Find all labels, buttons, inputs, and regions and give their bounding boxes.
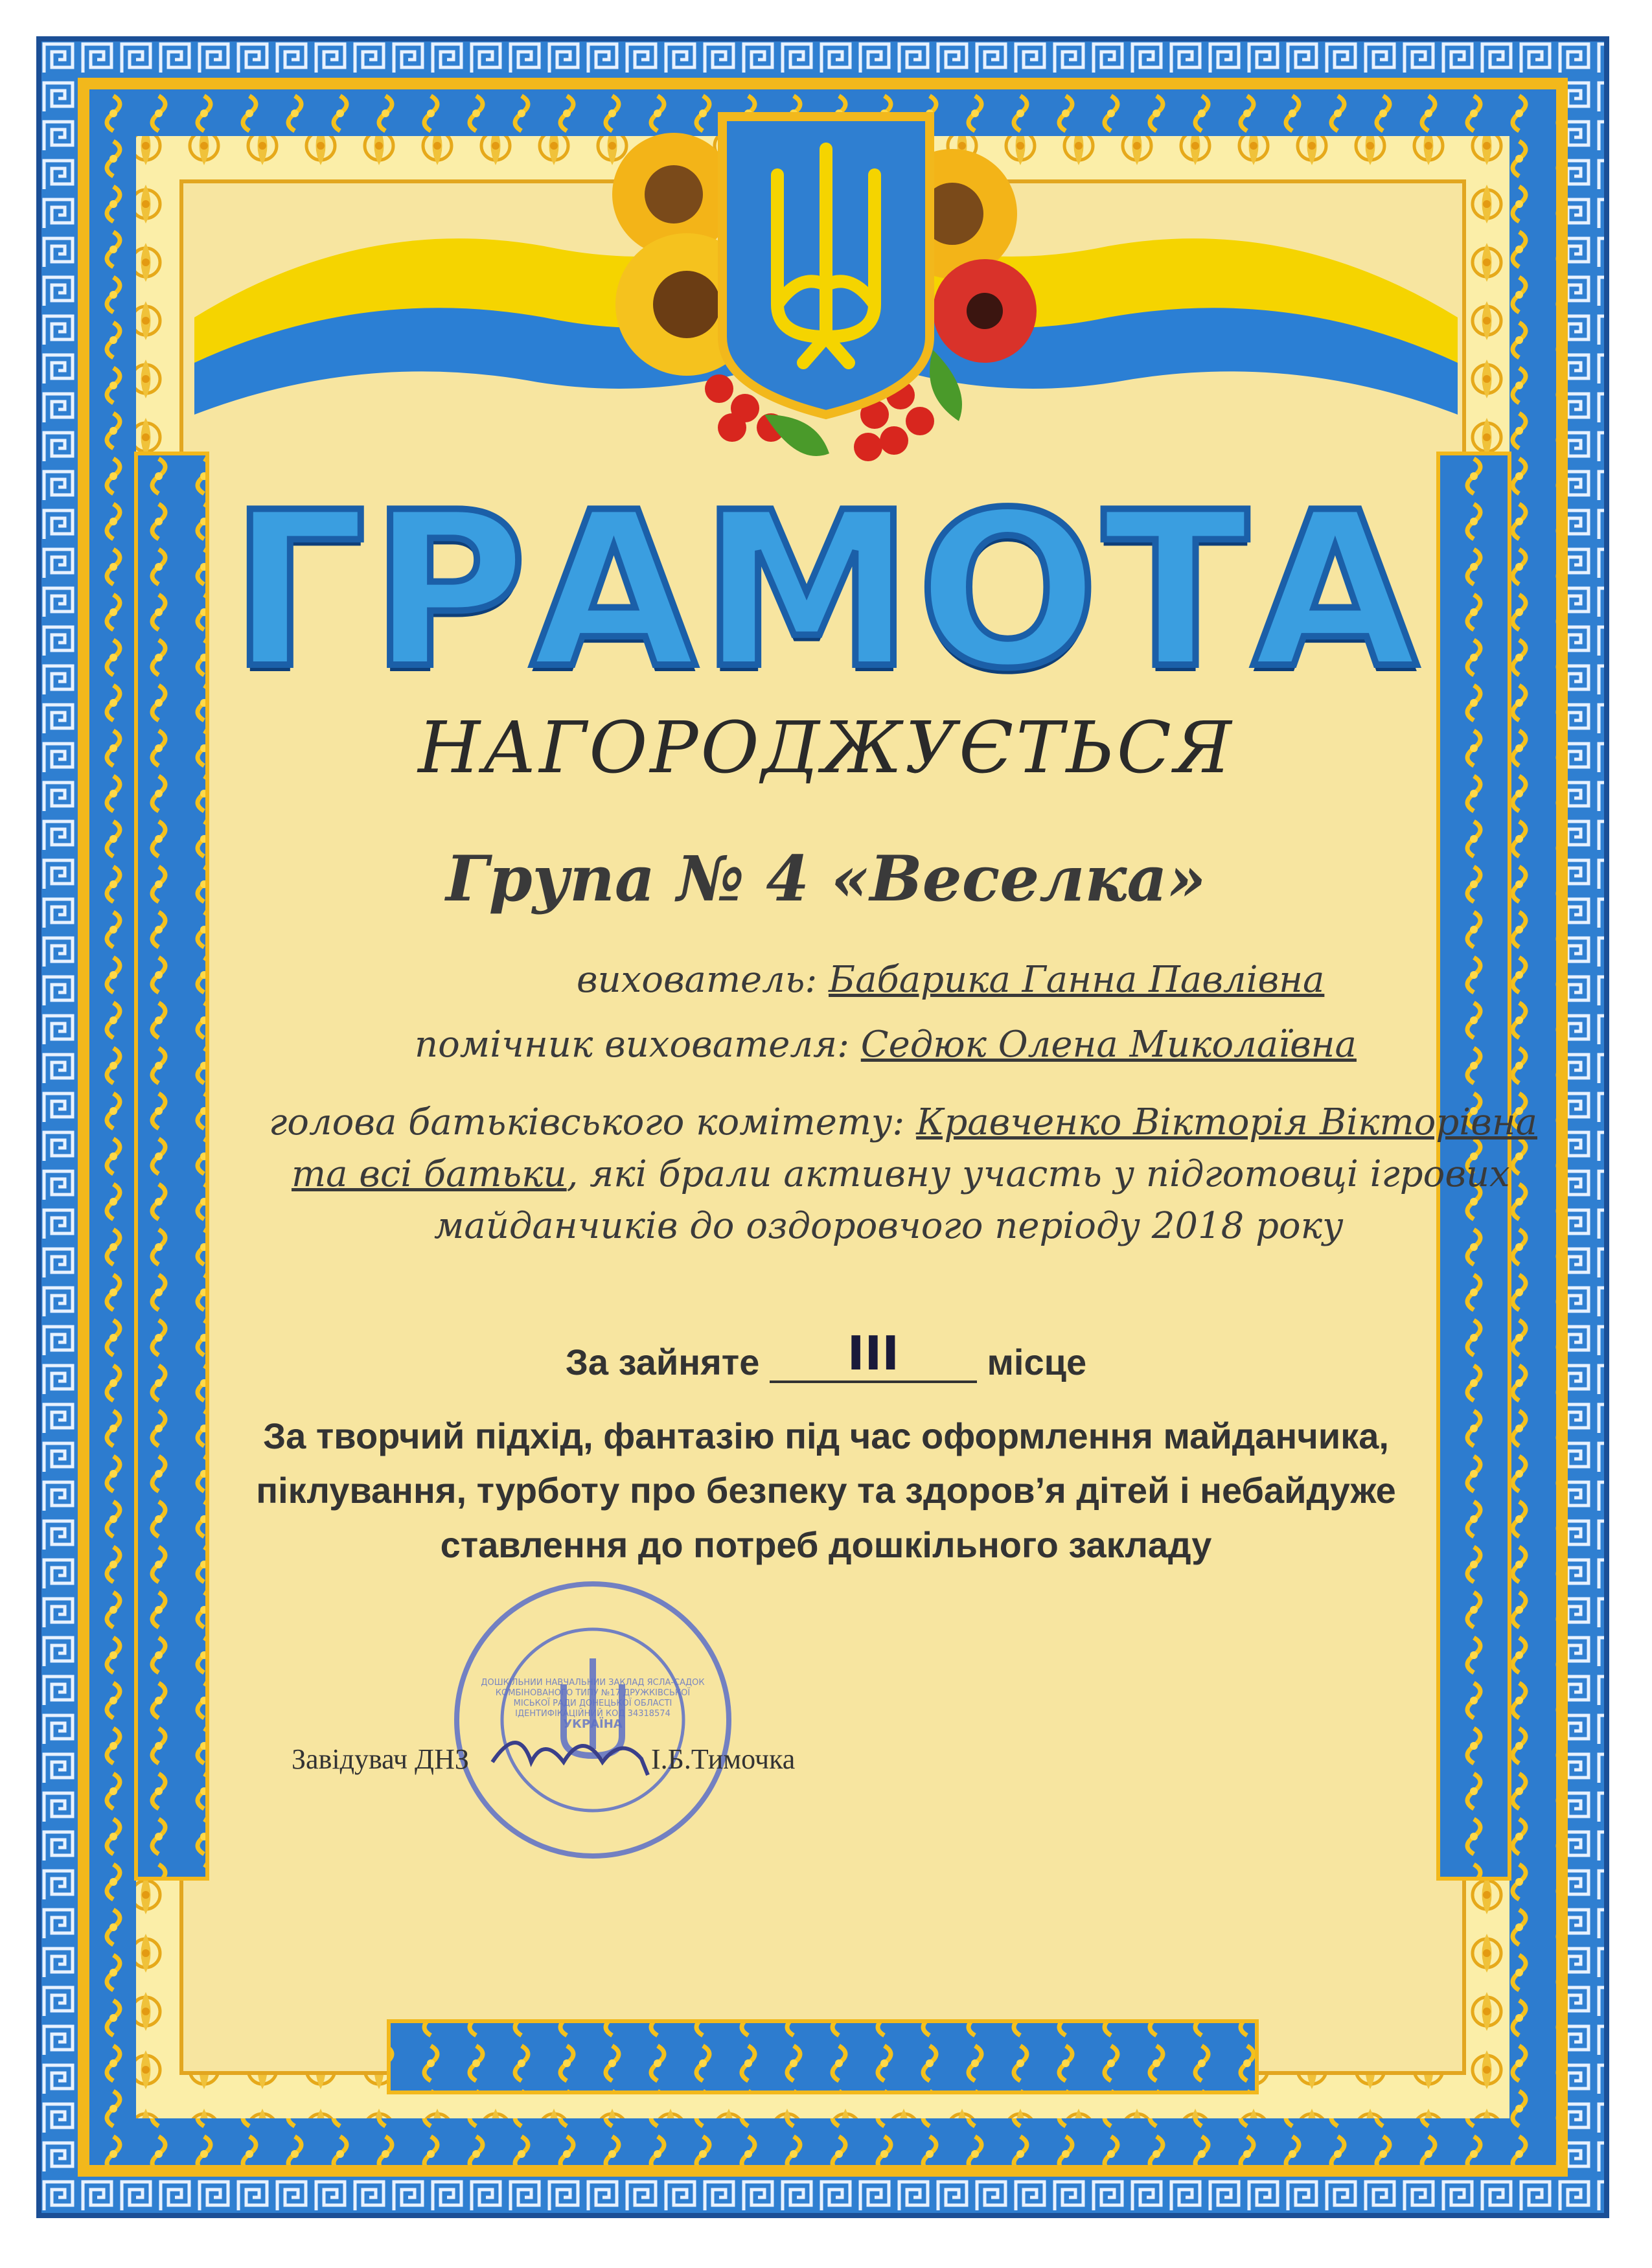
stamp-ring-text: ДОШКІЛЬНИЙ НАВЧАЛЬНИЙ ЗАКЛАД ЯСЛА-САДОК КОМБІНОВАНОГО ТИПУ №17 ДРУЖКІВСЬКОЇ МІСЬКОЇ РАДИ ДОНЕЦЬКОЇ ОБЛАСТІ ІДЕНТИФІКАЦІЙНИЙ КОД 34318574 [481, 1678, 705, 1719]
parents-line [292, 1153, 1510, 1195]
reason-line-1: За творчий підхід, фантазію під час оформлення майданчика, [263, 1415, 1389, 1456]
place-value: III [770, 1326, 977, 1383]
coat-of-arms-icon [722, 117, 930, 415]
assistant-label: помічник вихователя: [415, 1024, 849, 1066]
group-name: Група № 4 «Веселка» [446, 842, 1206, 915]
reason-line-3: ставлення до потреб дошкільного закладу [440, 1524, 1212, 1565]
assistant-name: Седюк Олена Миколаївна [860, 1024, 1357, 1066]
certificate-title: ГРАМОТА [230, 466, 1422, 715]
place-prefix: За зайняте [565, 1342, 760, 1382]
teacher-name: Бабарика Ганна Павлівна [829, 959, 1325, 1001]
committee-label: голова батьківського комітету: [269, 1101, 905, 1143]
parents-underlined: та всі батьки [292, 1153, 567, 1195]
certificate-subtitle: НАГОРОДЖУЄТЬСЯ [418, 706, 1234, 789]
place-line [0, 1326, 1652, 1388]
committee-name: Кравченко Вікторія Вікторівна [916, 1101, 1537, 1143]
reason-line-2: піклування, турботу про безпеку та здоров’я дітей і небайдуже [256, 1470, 1396, 1511]
reason-text [233, 1409, 1419, 1572]
stamp-center-text: УКРАЇНА [563, 1717, 623, 1731]
place-suffix: місце [987, 1342, 1087, 1382]
teacher-line [577, 959, 1324, 1001]
teacher-label: вихователь: [577, 959, 818, 1001]
signatory-title: Завідувач ДНЗ [292, 1743, 469, 1775]
parents-rest: , які брали активну участь у підготовці ігрових [566, 1153, 1510, 1195]
assistant-line [415, 1024, 1357, 1066]
committee-line [269, 1101, 1537, 1143]
signatory-name: І.Б.Тимочка [651, 1743, 796, 1775]
parents-line-3: майданчиків до оздоровчого періоду 2018 року [434, 1205, 1344, 1247]
